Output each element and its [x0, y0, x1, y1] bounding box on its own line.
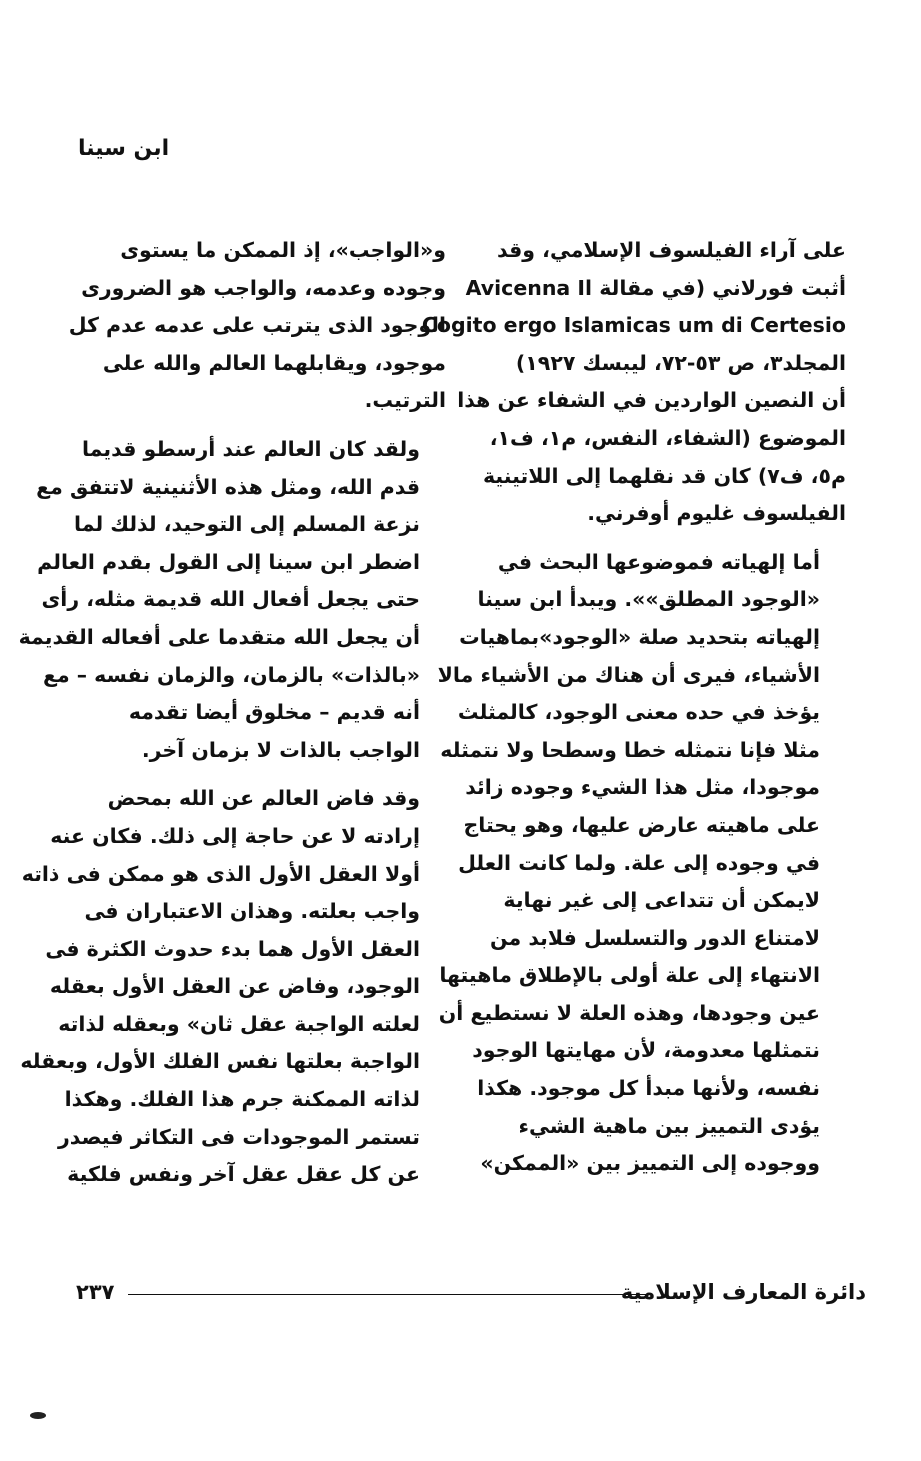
text-line: موجود، ويقابلهما العالم والله على: [102, 350, 446, 375]
text-line: المجلد٣، ص ٥٣-٧٢، ليبسك ١٩٢٧): [515, 350, 846, 375]
text-line: في وجوده إلى علة. ولما كانت العلل: [458, 850, 820, 875]
text-line: وجوده وعدمه، والواجب هو الضرورى: [81, 275, 446, 300]
text-line: الفيلسوف غليوم أوفرني.: [587, 501, 846, 526]
text-line: عين وجودها، وهذه العلة لا نستطيع أن: [438, 1000, 820, 1025]
text-line: قدم الله، ومثل هذه الأثنينية لاتتفق مع: [36, 474, 420, 499]
scan-artifact-mark: [30, 1412, 46, 1419]
text-line: الوجود الذى يترتب على عدمه عدم كل: [68, 313, 446, 338]
text-line: نزعة المسلم إلى التوحيد، لذلك لما: [74, 512, 420, 537]
text-line: Cogito ergo Islamicas um di Certesio: [421, 313, 846, 338]
text-line: «الوجود المطلق»». ويبدأ ابن سينا: [477, 587, 820, 612]
paragraph: [437, 544, 846, 1183]
text-line: إلهياته بتحديد صلة «الوجود»بماهيات: [459, 624, 820, 649]
text-line: أن النصين الواردين في الشفاء عن هذا: [457, 388, 846, 413]
text-line: تستمر الموجودات فى التكاثر فيصدر: [57, 1124, 420, 1149]
text-line: ووجوده إلى التمييز بين «الممكن»: [480, 1151, 820, 1176]
text-line: عن كل عقل عقل آخر ونفس فلكية: [67, 1162, 420, 1187]
text-line: إرادته لا عن حاجة إلى ذلك. فكان عنه: [50, 823, 420, 848]
right-text-column: [421, 232, 846, 1194]
text-line: الواجبة بعلتها نفس الفلك الأول، وبعقله: [20, 1049, 420, 1074]
text-line: لذاته الممكنة جرم هذا الفلك. وهكذا: [64, 1087, 420, 1112]
running-header-title: ابن سينا: [78, 136, 170, 161]
page-footer: [76, 1276, 866, 1310]
text-line: الوجود، وفاض عن العقل الأول بعقله: [49, 974, 420, 999]
text-line: أن يجعل الله متقدما على أفعاله القديمة: [18, 624, 420, 649]
text-line: نفسه، ولأنها مبدأ كل موجود. هكذا: [477, 1076, 820, 1101]
text-line: اضطر ابن سينا إلى القول بقدم العالم: [37, 549, 420, 574]
text-line: الترتيب.: [364, 388, 446, 413]
text-line: وقد فاض العالم عن الله بمحض: [107, 786, 420, 811]
text-line: و«الواجب»، إذ الممكن ما يستوى: [120, 238, 446, 262]
text-line: «بالذات» بالزمان، والزمان نفسه – مع: [42, 662, 420, 687]
text-line: العقل الأول هما بدء حدوث الكثرة فى: [45, 936, 420, 961]
paragraph: [20, 780, 446, 1194]
text-line: لعلته الواجبة عقل ثان» وبعقله لذاته: [58, 1011, 420, 1036]
page-number: ٢٣٧: [76, 1280, 115, 1304]
footer-journal-name: دائرة المعارف الإسلامية: [620, 1280, 866, 1304]
text-line: أثبت فورلاني (في مقالة Avicenna Il: [465, 275, 846, 300]
text-line: مثلا فإنا نتمثله خطا وسطحا ولا نتمثله: [440, 737, 820, 762]
text-line: الأشياء، فيرى أن هناك من الأشياء مالا: [437, 662, 820, 687]
text-line: أولا العقل الأول الذى هو ممكن فى ذاته: [21, 861, 420, 886]
text-line: أما إلهياته فموضوعها البحث في: [497, 549, 820, 574]
footer-rule: [128, 1294, 648, 1295]
paragraph: [68, 232, 446, 420]
text-line: الموضوع (الشفاء، النفس، م١، ف١،: [489, 425, 846, 450]
text-line: م٥، ف٧) كان قد نقلهما إلى اللاتينية: [482, 463, 846, 488]
text-line: ولقد كان العالم عند أرسطو قديما: [81, 436, 420, 461]
text-line: موجودا، مثل هذا الشيء وجوده زائد: [465, 775, 820, 800]
text-line: الواجب بالذات لا بزمان آخر.: [141, 737, 420, 762]
text-line: يؤخذ في حده معنى الوجود، كالمثلث: [457, 700, 820, 725]
text-line: واجب بعلته. وهذان الاعتباران فى: [84, 899, 420, 924]
text-line: يؤدى التمييز بين ماهية الشيء: [518, 1113, 820, 1138]
text-line: أنه قديم – مخلوق أيضا تقدمه: [128, 700, 420, 725]
text-line: نتمثلها معدومة، لأن مهايتها الوجود: [472, 1038, 820, 1063]
paragraph: [421, 232, 846, 533]
text-line: على ماهيته عارض عليها، وهو يحتاج: [463, 812, 820, 837]
text-line: حتى يجعل أفعال الله قديمة مثله، رأى: [41, 587, 420, 612]
text-line: لايمكن أن تتداعى إلى غير نهاية: [503, 888, 820, 913]
text-line: لامتناع الدور والتسلسل فلابد من: [490, 925, 820, 950]
text-line: على آراء الفيلسوف الإسلامي، وقد: [497, 238, 846, 262]
paragraph: [18, 431, 446, 769]
left-text-column: [18, 232, 446, 1205]
text-line: الانتهاء إلى علة أولى بالإطلاق ماهيتها: [439, 963, 820, 988]
